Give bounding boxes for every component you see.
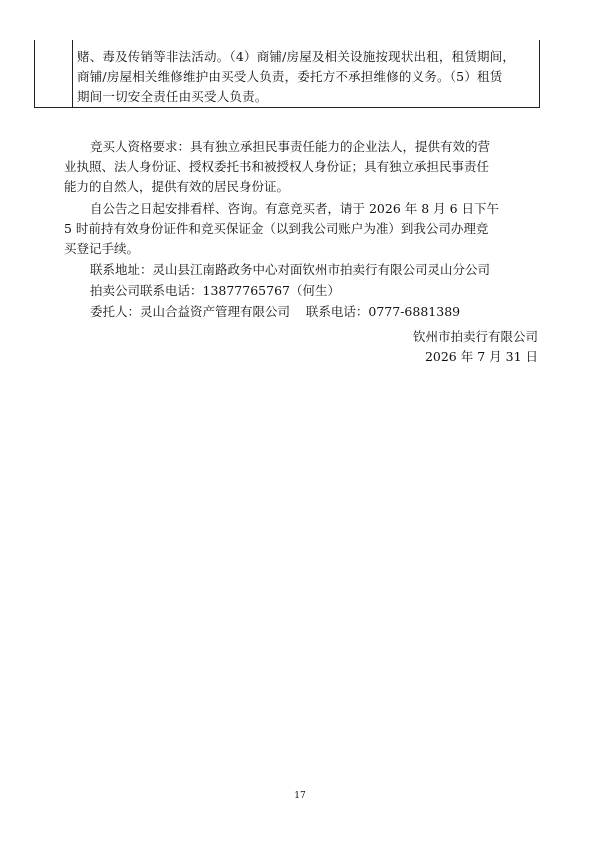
table-cell-line: 赌、毒及传销等非法活动。（4）商铺/房屋及相关设施按现状出租，租赁期间， [77,49,516,64]
viewing-line: 自公告之日起安排看样、咨询。有意竞买者，请于 2026 年 8 月 6 日下午 [90,201,500,216]
signature-date: 2026 年 7 月 31 日 [424,349,538,364]
table-fragment [34,40,540,108]
table-cell-line: 期间一切安全责任由买受人负责。 [77,89,268,104]
table-left-column [35,40,73,107]
qualification-line: 竞买人资格要求：具有独立承担民事责任能力的企业法人，提供有效的营 [90,139,491,154]
contact-address: 联系地址：灵山县江南路政务中心对面钦州市拍卖行有限公司灵山分公司 [90,262,491,277]
qualification-line: 业执照、法人身份证、授权委托书和被授权人身份证；具有独立承担民事责任 [64,159,490,174]
signature-company: 钦州市拍卖行有限公司 [412,329,538,344]
table-cell-text [77,47,535,107]
viewing-line: 买登记手续。 [64,241,140,256]
table-cell-line: 商铺/房屋相关维修维护由买受人负责，委托方不承担维修的义务。（5）租赁 [77,69,503,84]
client-contact: 委托人：灵山合益资产管理有限公司 联系电话：0777-6881389 [90,304,461,319]
viewing-line: 5 时前持有效身份证件和竞买保证金（以到我公司账户为准）到我公司办理竞 [64,221,489,236]
qualification-line: 能力的自然人，提供有效的居民身份证。 [64,179,290,194]
auction-phone: 拍卖公司联系电话：13877765767（何生） [90,283,340,298]
page-number: 17 [294,791,306,801]
